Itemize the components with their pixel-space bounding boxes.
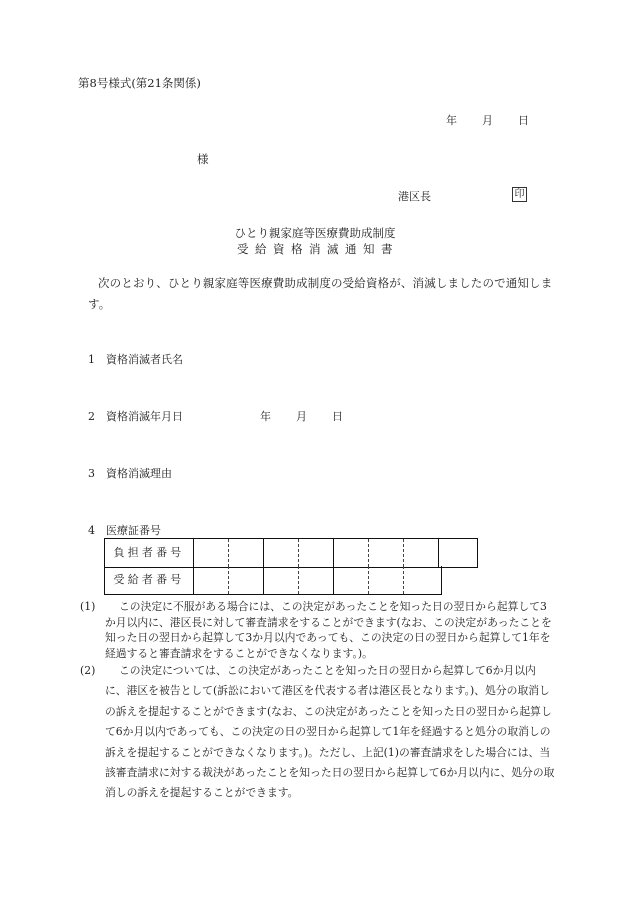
burden-number-label: 負担者番号 bbox=[105, 539, 194, 567]
seal-mark: 印 bbox=[512, 187, 527, 202]
item-name bbox=[88, 351, 183, 367]
loss-date bbox=[260, 408, 343, 424]
document-title-line1: ひとり親家庭等医療費助成制度 bbox=[234, 226, 396, 240]
digit-cell[interactable] bbox=[264, 539, 299, 567]
issue-date bbox=[446, 112, 529, 128]
digit-cell[interactable] bbox=[404, 566, 439, 594]
digit-cell[interactable] bbox=[229, 566, 264, 594]
intro-paragraph: 次のとおり、ひとり親家庭等医療費助成制度の受給資格が、消滅しましたので通知します。 bbox=[88, 276, 553, 311]
burden-number-row bbox=[104, 538, 478, 568]
appeal-note bbox=[80, 599, 556, 661]
year-label: 年 bbox=[446, 114, 457, 127]
digit-cell[interactable] bbox=[264, 566, 299, 594]
item-label: 医療証番号 bbox=[106, 524, 161, 537]
digit-cell[interactable] bbox=[334, 566, 369, 594]
item-label: 資格消滅者氏名 bbox=[106, 353, 183, 366]
recipient-number-row bbox=[104, 566, 442, 595]
document-title-line2: 受給資格消滅通知書 bbox=[237, 242, 399, 256]
item-number: 1 bbox=[88, 353, 95, 366]
item-label: 資格消滅年月日 bbox=[106, 410, 183, 423]
form-number: 第8号様式(第21条関係) bbox=[78, 76, 201, 90]
item-reason bbox=[88, 465, 172, 481]
month-label: 月 bbox=[482, 114, 493, 127]
digit-cell[interactable] bbox=[299, 566, 334, 594]
digit-cell[interactable] bbox=[439, 539, 474, 567]
digit-cell[interactable] bbox=[299, 539, 334, 567]
item-number: 4 bbox=[88, 524, 95, 537]
digit-cell[interactable] bbox=[369, 539, 404, 567]
item-label: 資格消滅理由 bbox=[106, 467, 172, 480]
day-label: 日 bbox=[332, 410, 343, 423]
note-mark: (1) bbox=[80, 600, 96, 613]
issuer-name: 港区長 bbox=[398, 190, 431, 203]
recipient-number-label: 受給者番号 bbox=[105, 566, 194, 594]
digit-cell[interactable] bbox=[229, 539, 264, 567]
item-card-number bbox=[88, 522, 161, 538]
lawsuit-note bbox=[80, 661, 556, 804]
addressee-suffix: 様 bbox=[197, 152, 209, 166]
note-text: この決定については、この決定があったことを知った日の翌日から起算して6か月以内に、港区を被告として(訴訟において港区を代表する者は港区長となります。)、処分の取消しの訴えを提起することができます(なお、この決定があったことを知った日の翌日から起算して6か月以内であっても、この決定の日の翌日から起算して1年を経過すると処分の取消しの訴えを提起することができなくなります。)。ただし、上記(1)の審査請求をした場合には、当該審査請求に対する裁決があったことを知った日の翌日から起算して6か月以内に、処分の取消しの訴えを提起することができます。 bbox=[105, 664, 555, 800]
item-number: 2 bbox=[88, 410, 95, 423]
digit-cell[interactable] bbox=[404, 539, 439, 567]
year-label: 年 bbox=[260, 410, 271, 423]
digit-cell[interactable] bbox=[194, 539, 229, 567]
day-label: 日 bbox=[518, 114, 529, 127]
item-number: 3 bbox=[88, 467, 95, 480]
note-mark: (2) bbox=[80, 664, 96, 677]
digit-cell[interactable] bbox=[334, 539, 369, 567]
note-text: この決定に不服がある場合には、この決定があったことを知った日の翌日から起算して3か月以内に、港区長に対して審査請求をすることができます(なお、この決定があったことを知った日の翌日から起算して3か月以内であっても、この決定の日の翌日から起算して1年を経過すると審査請求をすることができなくなります。)。 bbox=[105, 600, 552, 660]
digit-cell[interactable] bbox=[369, 566, 404, 594]
digit-cell[interactable] bbox=[194, 566, 229, 594]
item-date bbox=[88, 408, 343, 424]
month-label: 月 bbox=[296, 410, 307, 423]
